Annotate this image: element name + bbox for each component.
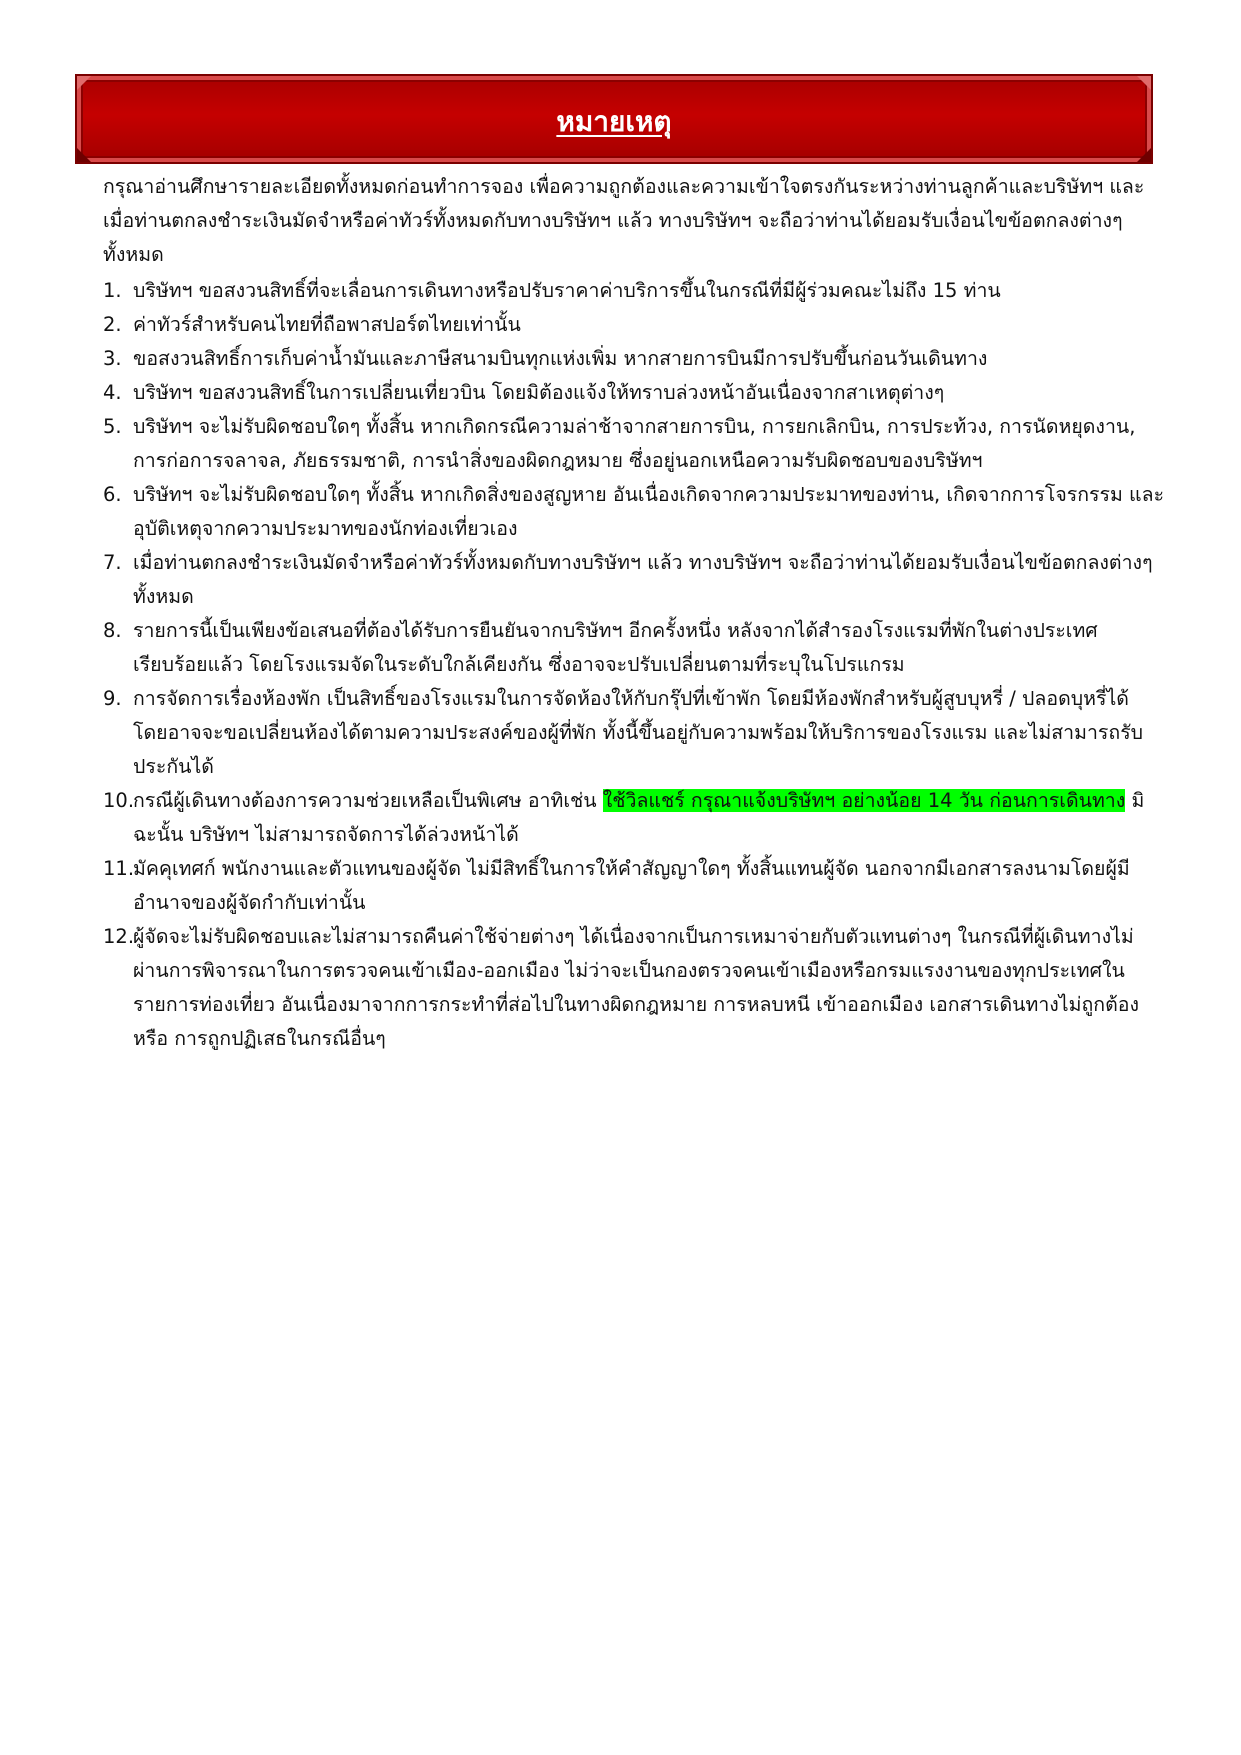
notes-list [103, 274, 1168, 1056]
item-number: 5. [103, 415, 122, 438]
item-number: 9. [103, 687, 122, 710]
item-number: 4. [103, 381, 122, 404]
list-item [103, 308, 1168, 342]
list-item [103, 784, 1168, 852]
banner-bevel [1137, 148, 1151, 162]
list-item [103, 614, 1168, 682]
list-item [103, 342, 1168, 376]
intro-paragraph: กรุณาอ่านศึกษารายละเอียดทั้งหมดก่อนทำการจอง เพื่อความถูกต้องและความเข้าใจตรงกันระหว่างท่านลูกค้าและบริษัทฯ และเมื่อท่านตกลงชำระเงินมัดจำหรือค่าทัวร์ทั้งหมดกับทางบริษัทฯ แล้ว ทางบริษัทฯ จะถือว่าท่านได้ยอมรับเงื่อนไขข้อตกลงต่างๆ ทั้งหมด [103, 175, 1145, 266]
item-text: บริษัทฯ จะไม่รับผิดชอบใดๆ ทั้งสิ้น หากเกิดสิ่งของสูญหาย อันเนื่องเกิดจากความประมาทของท่าน, เกิดจากการโจรกรรม และ อุบัติเหตุจากความประมาทของนักท่องเที่ยวเอง [133, 483, 1165, 540]
item-number: 6. [103, 483, 122, 506]
notes-content [103, 170, 1168, 1056]
item-number: 3. [103, 347, 122, 370]
list-item [103, 376, 1168, 410]
item-number: 8. [103, 619, 122, 642]
item-number: 7. [103, 551, 122, 574]
item-text: ขอสงวนสิทธิ์การเก็บค่าน้ำมันและภาษีสนามบินทุกแห่งเพิ่ม หากสายการบินมีการปรับขึ้นก่อนวันเดินทาง [133, 347, 988, 370]
list-item [103, 920, 1168, 1056]
item-number: 12. [103, 925, 135, 948]
list-item [103, 274, 1168, 308]
item-number: 11. [103, 857, 135, 880]
list-item [103, 478, 1168, 546]
highlighted-text: ใช้วิลแชร์ กรุณาแจ้งบริษัทฯ อย่างน้อย 14 วัน ก่อนการเดินทาง [602, 789, 1126, 812]
item-text: เมื่อท่านตกลงชำระเงินมัดจำหรือค่าทัวร์ทั้งหมดกับทางบริษัทฯ แล้ว ทางบริษัทฯ จะถือว่าท่านได้ยอมรับเงื่อนไขข้อตกลงต่างๆ ทั้งหมด [133, 551, 1153, 608]
item-number: 2. [103, 313, 122, 336]
list-item [103, 682, 1168, 784]
page-title: หมายเหตุ [556, 105, 672, 138]
item-text: มิฉะนั้น บริษัทฯ ไม่สามารถจัดการได้ล่วงหน้าได้ [133, 789, 1145, 846]
item-text: บริษัทฯ ขอสงวนสิทธิ์ที่จะเลื่อนการเดินทางหรือปรับราคาค่าบริการขึ้นในกรณีที่มีผู้ร่วมคณะไม่ถึง 15 ท่าน [133, 279, 1001, 302]
item-text: กรณีผู้เดินทางต้องการความช่วยเหลือเป็นพิเศษ อาทิเช่น [133, 789, 603, 812]
notes-banner [75, 74, 1153, 164]
item-text: บริษัทฯ ขอสงวนสิทธิ์ในการเปลี่ยนเที่ยวบิน โดยมิต้องแจ้งให้ทราบล่วงหน้าอันเนื่องจากสาเหตุต่างๆ [133, 381, 945, 404]
item-text: การจัดการเรื่องห้องพัก เป็นสิทธิ์ของโรงแรมในการจัดห้องให้กับกรุ๊ปที่เข้าพัก โดยมีห้องพักสำหรับผู้สูบบุหรี่ / ปลอดบุหรี่ได้ โดยอาจจะขอเปลี่ยนห้องได้ตามความประสงค์ของผู้ที่พัก ทั้งนี้ขึ้นอยู่กับความพร้อมให้บริการของโรงแรม และไม่สามารถรับประกันได้ [133, 687, 1144, 778]
item-text: ผู้จัดจะไม่รับผิดชอบและไม่สามารถคืนค่าใช้จ่ายต่างๆ ได้เนื่องจากเป็นการเหมาจ่ายกับตัวแทนต่างๆ ในกรณีที่ผู้เดินทางไม่ผ่านการพิจารณาในการตรวจคนเข้าเมือง-ออกเมือง ไม่ว่าจะเป็นกองตรวจคนเข้าเมืองหรือกรมแรงงานของทุกประเทศในรายการท่องเที่ยว อันเนื่องมาจากการกระทำที่ส่อไปในทางผิดกฎหมาย การหลบหนี เข้าออกเมือง เอกสารเดินทางไม่ถูกต้อง หรือ การถูกปฏิเสธในกรณีอื่นๆ [133, 925, 1139, 1050]
list-item [103, 410, 1168, 478]
banner-bevel [1137, 76, 1151, 90]
item-text: ค่าทัวร์สำหรับคนไทยที่ถือพาสปอร์ตไทยเท่านั้น [133, 313, 521, 336]
item-text: มัคคุเทศก์ พนักงานและตัวแทนของผู้จัด ไม่มีสิทธิ์ในการให้คำสัญญาใดๆ ทั้งสิ้นแทนผู้จัด นอกจากมีเอกสารลงนามโดยผู้มีอำนาจของผู้จัดกำกับเท่านั้น [133, 857, 1130, 914]
item-number: 10. [103, 789, 135, 812]
list-item [103, 546, 1168, 614]
banner-bevel [77, 76, 91, 90]
item-number: 1. [103, 279, 122, 302]
banner-bevel [77, 148, 91, 162]
item-text: บริษัทฯ จะไม่รับผิดชอบใดๆ ทั้งสิ้น หากเกิดกรณีความล่าช้าจากสายการบิน, การยกเลิกบิน, การประท้วง, การนัดหยุดงาน, การก่อการจลาจล, ภัยธรรมชาติ, การนำสิ่งของผิดกฎหมาย ซึ่งอยู่นอกเหนือความรับผิดชอบของบริษัทฯ [133, 415, 1136, 472]
list-item [103, 852, 1168, 920]
item-text: รายการนี้เป็นเพียงข้อเสนอที่ต้องได้รับการยืนยันจากบริษัทฯ อีกครั้งหนึ่ง หลังจากได้สำรองโรงแรมที่พักในต่างประเทศเรียบร้อยแล้ว โดยโรงแรมจัดในระดับใกล้เคียงกัน ซึ่งอาจจะปรับเปลี่ยนตามที่ระบุในโปรแกรม [133, 619, 1098, 676]
